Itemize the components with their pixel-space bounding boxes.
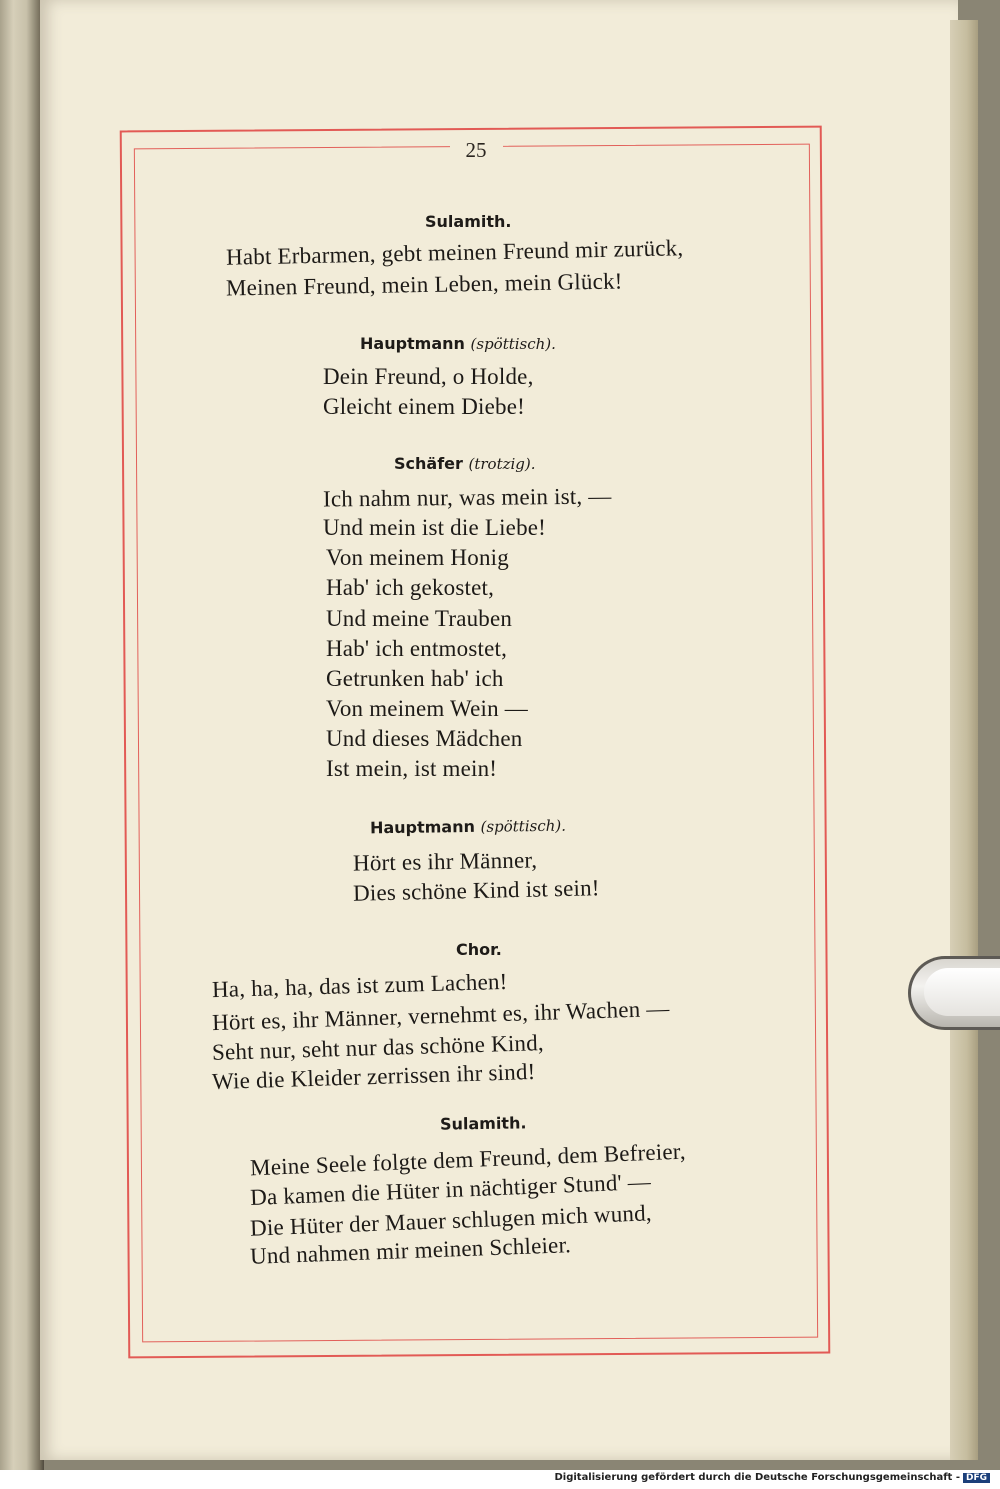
stage-direction: (trotzig). (468, 455, 536, 473)
verse-line: Von meinem Honig (326, 545, 509, 570)
speaker-name: Sulamith. (425, 212, 512, 231)
page-number-container (138, 138, 814, 164)
verse-line: Meine Seele folgte dem Freund, dem Befreier, (249, 1138, 687, 1181)
page-edge-stack (950, 20, 978, 1460)
speaker-schaefer (394, 454, 536, 473)
verse-line: Und dieses Mädchen (326, 726, 523, 751)
stage-direction: (spöttisch). (470, 335, 556, 353)
speaker-name: Chor. (456, 940, 502, 959)
speaker-hauptmann (360, 334, 556, 353)
speaker-name: Hauptmann (369, 816, 476, 838)
verse-line: Und mein ist die Liebe! (323, 515, 547, 540)
credit-text: Digitalisierung gefördert durch die Deutsche Forschungsgemeinschaft - (554, 1472, 960, 1483)
left-page-edge (0, 0, 44, 1470)
speaker-hauptmann (370, 816, 566, 838)
verse-line: Hört es, ihr Männer, vernehmt es, ihr Wachen — (211, 995, 670, 1036)
speaker-sulamith (425, 212, 511, 231)
verse-line: Und meine Trauben (326, 606, 513, 631)
speaker-name: Sulamith. (439, 1113, 527, 1134)
verse-line: Hab' ich entmostet, (326, 636, 508, 661)
verse-line: Dies schöne Kind ist sein! (352, 875, 600, 906)
verse-line: Gleicht einem Diebe! (323, 394, 525, 419)
verse-line: Ist mein, ist mein! (326, 756, 498, 781)
verse-line: Und nahmen mir meinen Schleier. (249, 1232, 572, 1269)
verse-line: Wie die Kleider zerrissen ihr sind! (211, 1058, 536, 1095)
verse-line: Ha, ha, ha, das ist zum Lachen! (211, 968, 508, 1003)
verse-line: Die Hüter der Mauer schlugen mich wund, (249, 1200, 653, 1241)
verse-line: Dein Freund, o Holde, (323, 364, 534, 389)
page-number: 25 (450, 138, 503, 163)
verse-line: Habt Erbarmen, gebt meinen Freund mir zurück, (225, 235, 684, 270)
verse-line: Hab' ich gekostet, (326, 575, 495, 600)
speaker-name: Schäfer (394, 454, 463, 473)
verse-line: Hört es ihr Männer, (352, 847, 538, 876)
verse-line: Da kamen die Hüter in nächtiger Stund' — (249, 1168, 652, 1211)
digitization-credit (554, 1472, 990, 1483)
dfg-logo: DFG (963, 1473, 990, 1483)
verse-line: Getrunken hab' ich (326, 666, 504, 691)
verse-line: Von meinem Wein — (326, 696, 528, 721)
stage-direction: (spöttisch). (480, 816, 567, 836)
speaker-name: Hauptmann (360, 334, 465, 353)
verse-line: Ich nahm nur, was mein ist, — (322, 483, 612, 512)
book-clip-highlight (924, 968, 1000, 1016)
speaker-chor (456, 940, 502, 959)
speaker-sulamith (440, 1113, 527, 1133)
verse-line: Seht nur, seht nur das schöne Kind, (211, 1030, 545, 1065)
verse-line: Meinen Freund, mein Leben, mein Glück! (225, 268, 623, 301)
